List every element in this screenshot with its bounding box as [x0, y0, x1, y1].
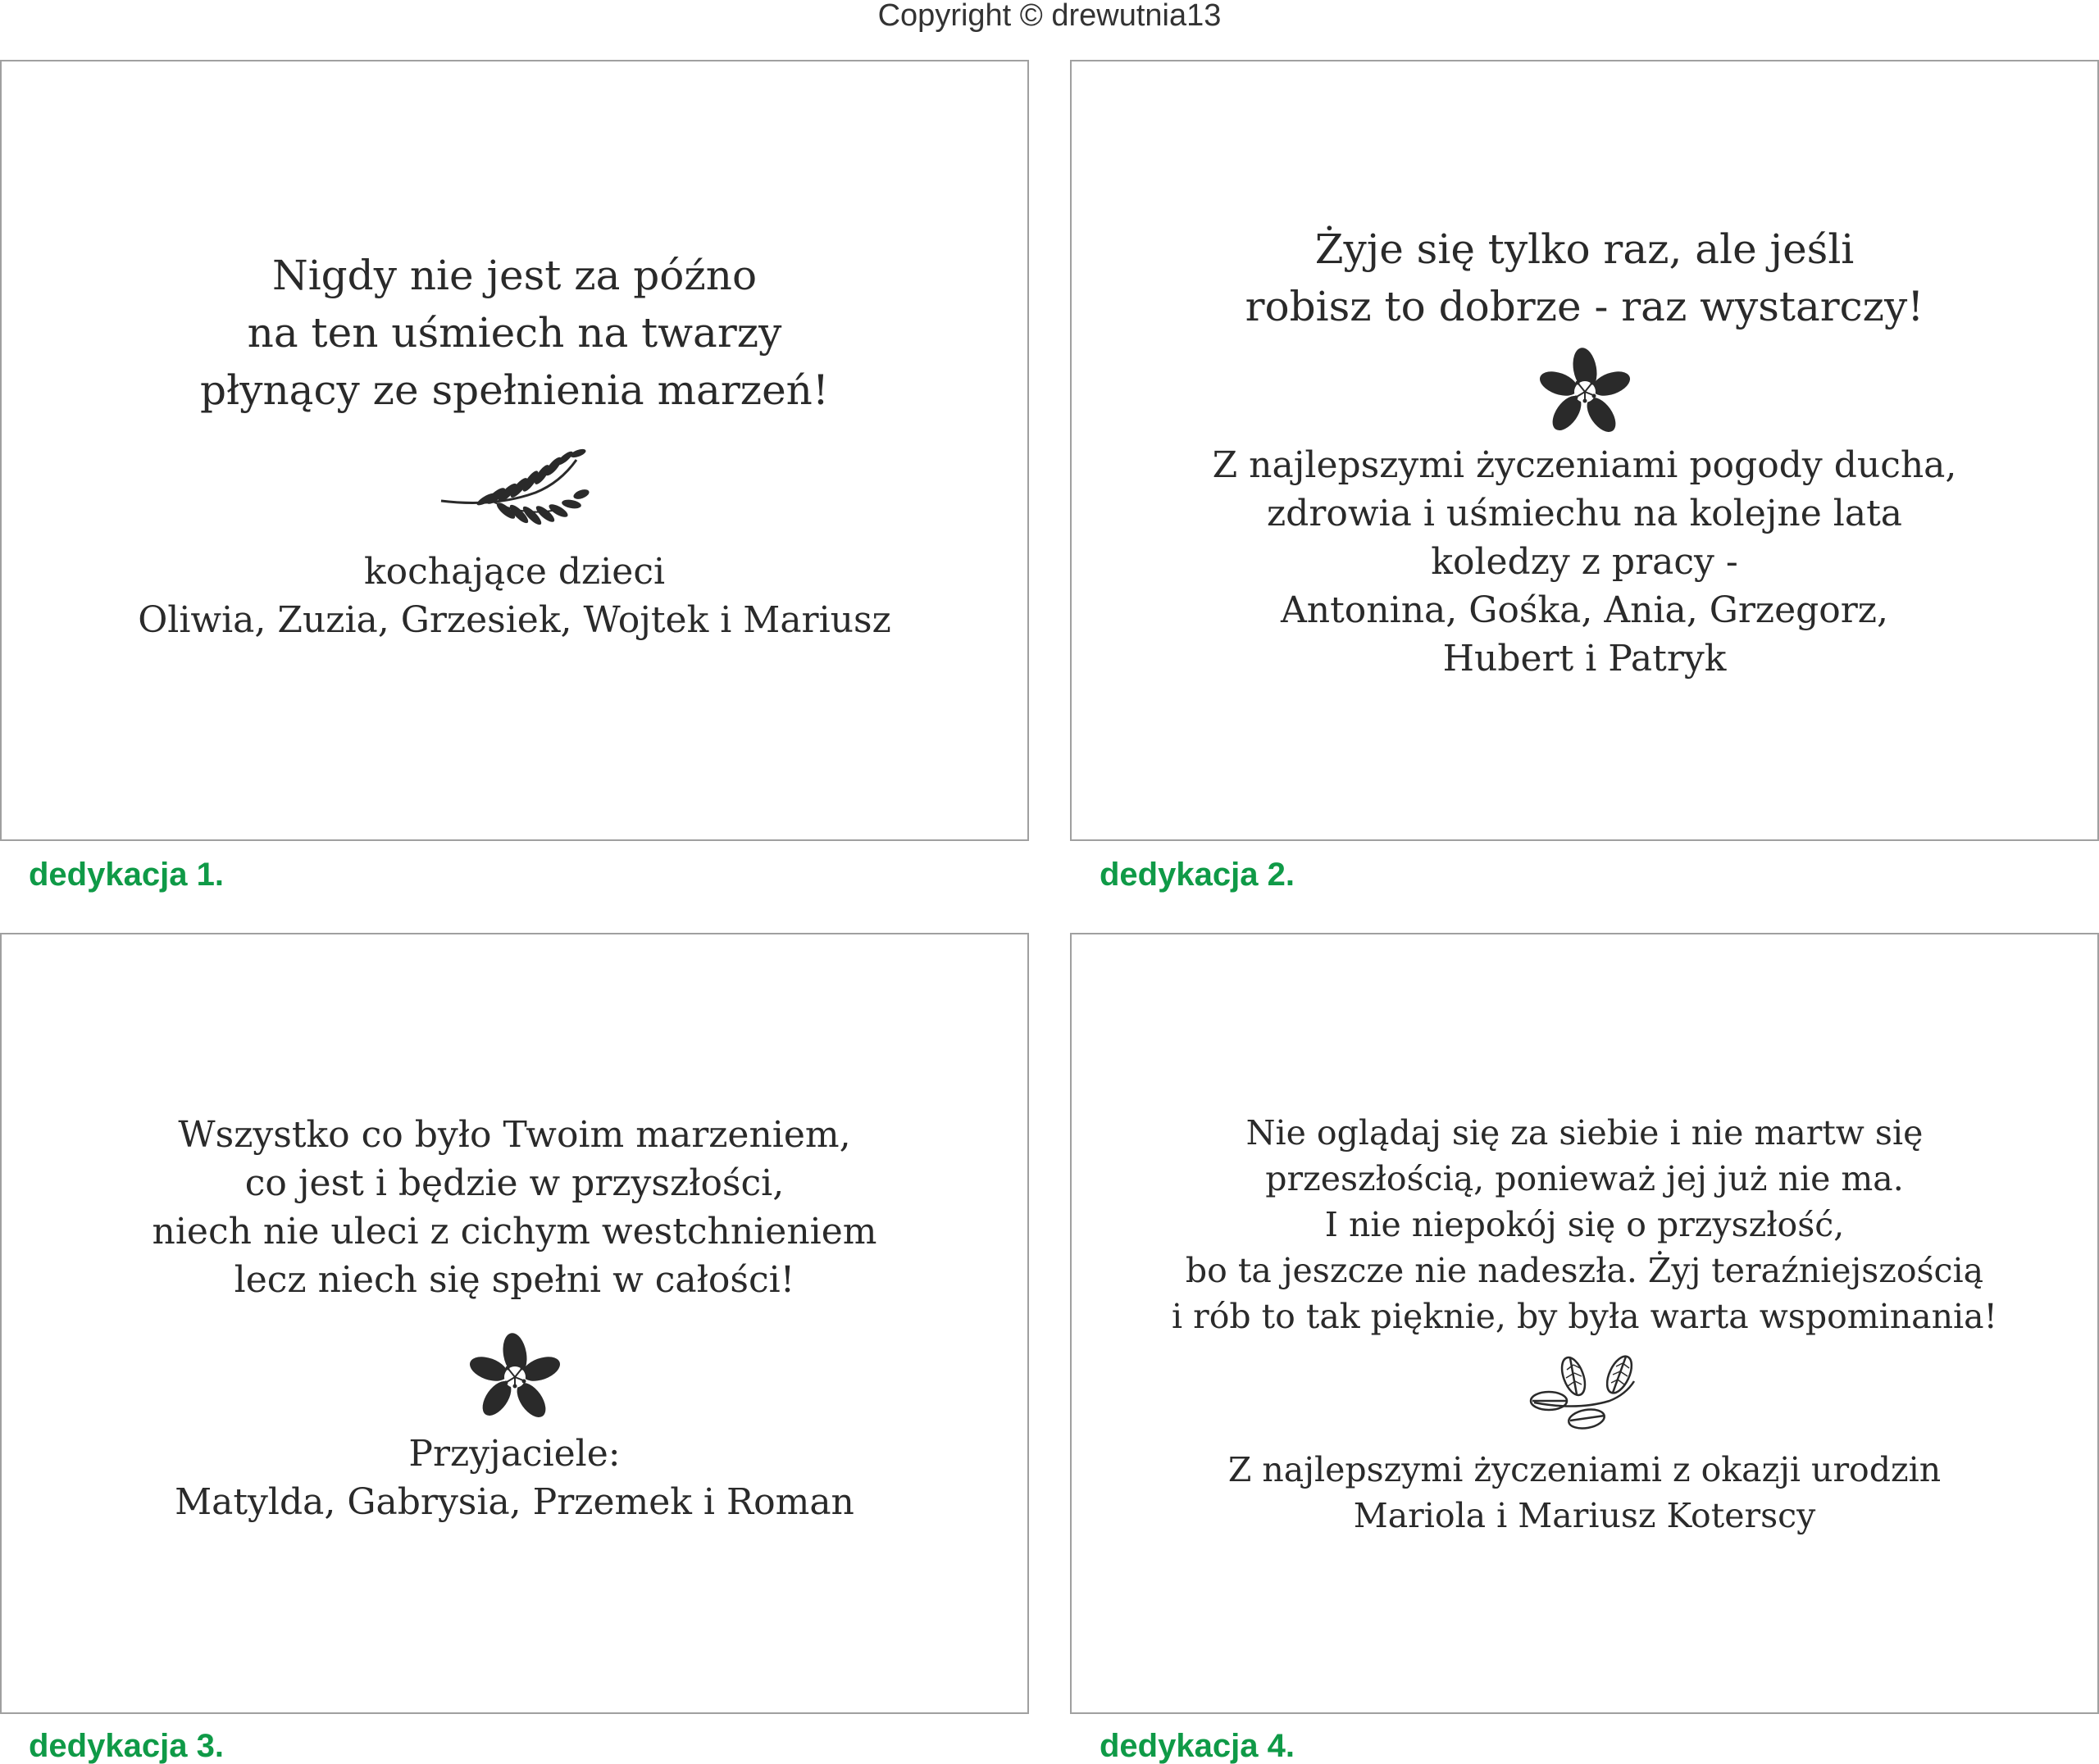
dedication-caption: dedykacja 3.	[29, 1728, 224, 1764]
quote-line: niech nie uleci z cichym westchnieniem	[152, 1211, 877, 1253]
dedication-caption: dedykacja 1.	[29, 857, 224, 893]
quote-line: bo ta jeszcze nie nadeszła. Żyj teraźniejszością	[1185, 1251, 1984, 1290]
dedication-signature	[2, 1430, 1027, 1526]
signature-line: Hubert i Patryk	[1442, 638, 1727, 680]
signature-line: Mariola i Mariusz Koterscy	[1353, 1496, 1816, 1535]
signature-line: Z najlepszymi życzeniami pogody ducha,	[1212, 444, 1957, 486]
signature-line: Przyjaciele:	[408, 1433, 621, 1475]
dedication-signature	[2, 548, 1027, 644]
quote-line: robisz to dobrze - raz wystarczy!	[1245, 283, 1924, 330]
dedication-card-2[interactable]	[1070, 60, 2099, 841]
signature-line: Matylda, Gabrysia, Przemek i Roman	[175, 1481, 854, 1523]
quote-line: płynący ze spełnienia marzeń!	[200, 366, 829, 414]
dedication-card-3[interactable]	[0, 933, 1029, 1714]
quote-line: Wszystko co było Twoim marzeniem,	[178, 1114, 851, 1156]
dedication-quote	[1072, 220, 2097, 335]
signature-line: Antonina, Gośka, Ania, Grzegorz,	[1281, 589, 1888, 631]
signature-line: kochające dzieci	[363, 551, 666, 593]
quote-line: Żyje się tylko raz, ale jeśli	[1314, 225, 1855, 273]
quote-line: przeszłością, ponieważ jej już nie ma.	[1265, 1159, 1904, 1198]
dedication-quote	[2, 247, 1027, 419]
signature-line: koledzy z pracy -	[1431, 541, 1738, 583]
flower-icon	[1536, 346, 1634, 436]
signature-line: Oliwia, Zuzia, Grzesiek, Wojtek i Mariusz	[138, 599, 891, 641]
dedication-quote	[2, 1111, 1027, 1304]
quote-line: I nie niepokój się o przyszłość,	[1324, 1205, 1845, 1244]
fern-branch-icon	[437, 443, 593, 534]
quote-line: i rób to tak pięknie, by była warta wspominania!	[1171, 1297, 1998, 1336]
dedication-caption: dedykacja 4.	[1100, 1728, 1295, 1764]
quote-line: Nigdy nie jest za późno	[271, 252, 758, 299]
dedication-signature	[1072, 441, 2097, 683]
quote-line: lecz niech się spełni w całości!	[234, 1259, 795, 1301]
dedication-card-1[interactable]	[0, 60, 1029, 841]
flower-icon	[466, 1331, 564, 1421]
signature-line: zdrowia i uśmiechu na kolejne lata	[1267, 493, 1902, 534]
signature-line: Z najlepszymi życzeniami z okazji urodzin	[1227, 1450, 1942, 1489]
quote-line: Nie oglądaj się za siebie i nie martw się	[1245, 1113, 1924, 1153]
quote-line: na ten uśmiech na twarzy	[247, 309, 782, 357]
quote-line: co jest i będzie w przyszłości,	[244, 1162, 785, 1204]
dedication-signature	[1072, 1447, 2097, 1539]
dedication-card-4[interactable]	[1070, 933, 2099, 1714]
leaf-sprig-icon	[1528, 1353, 1642, 1435]
dedication-quote	[1072, 1110, 2097, 1339]
dedication-caption: dedykacja 2.	[1100, 857, 1295, 893]
copyright-notice: Copyright © drewutnia13	[877, 0, 1222, 33]
